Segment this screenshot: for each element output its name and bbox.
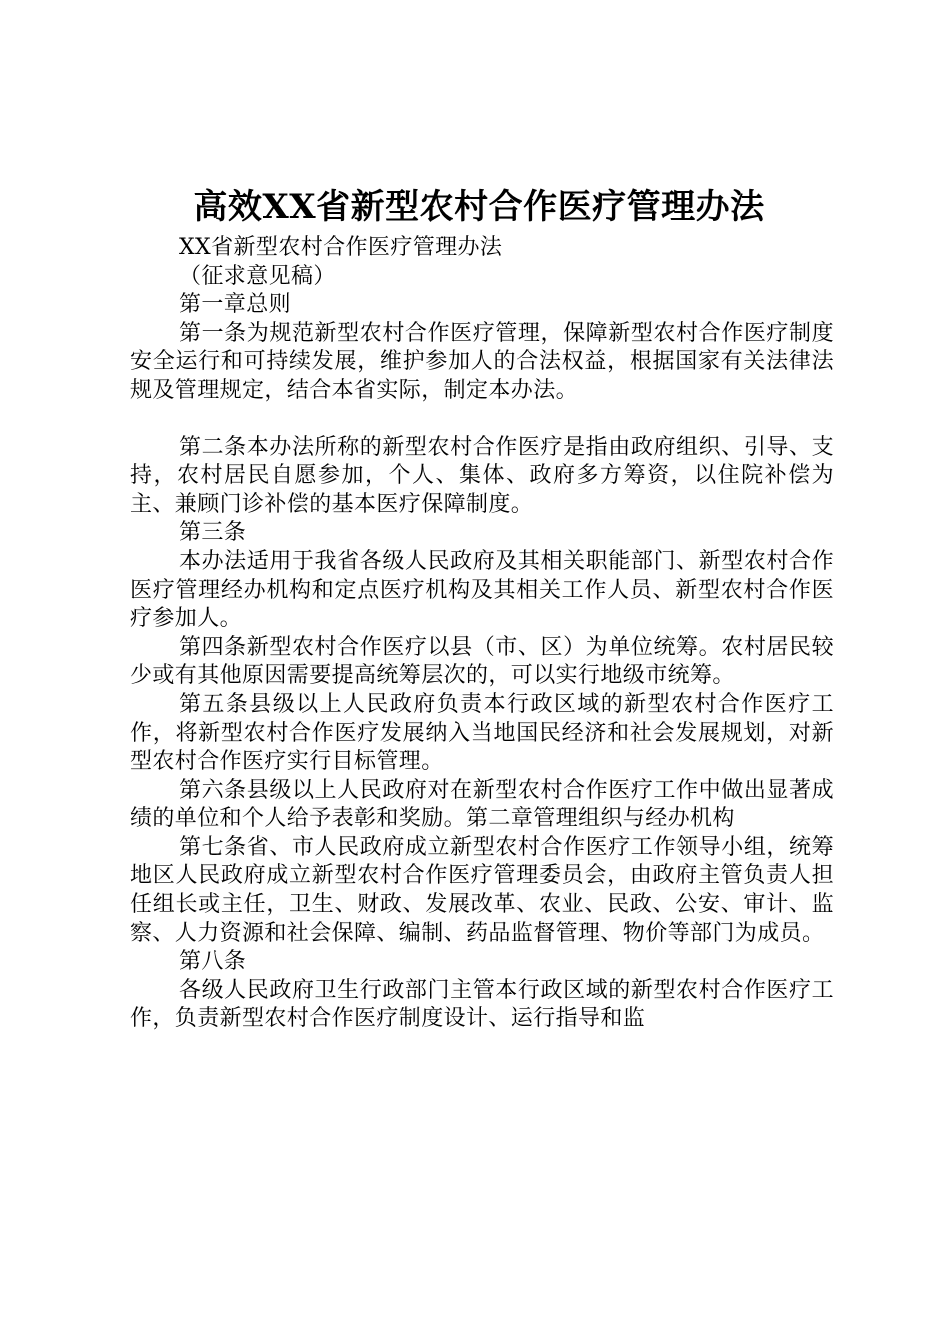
draft-note: （征求意见稿） xyxy=(179,263,336,289)
document-page xyxy=(130,180,834,1034)
chapter-heading: 第一章总则 xyxy=(179,292,292,318)
article-2: 第二条本办法所称的新型农村合作医疗是指由政府组织、引导、支持，农村居民自愿参加，个人、集体、政府多方筹资，以住院补偿为主、兼顾门诊补偿的基本医疗保障制度。 xyxy=(130,434,834,517)
document-subtitle: XX省新型农村合作医疗管理办法 xyxy=(179,235,503,260)
document-title: 高效XX省新型农村合作医疗管理办法 xyxy=(193,187,765,227)
article-3: 本办法适用于我省各级人民政府及其相关职能部门、新型农村合作医疗管理经办机构和定点医疗机构及其相关工作人员、新型农村合作医疗参加人。 xyxy=(130,548,834,632)
article-1: 第一条为规范新型农村合作医疗管理，保障新型农村合作医疗制度安全运行和可持续发展，维护参加人的合法权益，根据国家有关法律法规及管理规定，结合本省实际，制定本办法。 xyxy=(130,320,834,403)
article-5: 第五条县级以上人民政府负责本行政区域的新型农村合作医疗工作，将新型农村合作医疗发展纳入当地国民经济和社会发展规划，对新型农村合作医疗实行目标管理。 xyxy=(130,691,834,775)
article-8: 各级人民政府卫生行政部门主管本行政区域的新型农村合作医疗工作，负责新型农村合作医疗制度设计、运行指导和监 xyxy=(130,977,834,1032)
article-7: 第七条省、市人民政府成立新型农村合作医疗工作领导小组，统筹地区人民政府成立新型农村合作医疗管理委员会，由政府主管负责人担任组长或主任，卫生、财政、发展改革、农业、民政、公安、审计、监察、人力资源和社会保障、编制、药品监督管理、物价等部门为成员。 xyxy=(130,834,834,946)
article-6: 第六条县级以上人民政府对在新型农村合作医疗工作中做出显著成绩的单位和个人给予表彰和奖励。第二章管理组织与经办机构 xyxy=(130,777,834,832)
article-3-heading: 第三条 xyxy=(179,520,247,546)
article-4: 第四条新型农村合作医疗以县（市、区）为单位统筹。农村居民较少或有其他原因需要提高统筹层次的，可以实行地级市统筹。 xyxy=(130,634,834,689)
paragraph-gap xyxy=(130,406,834,434)
article-8-heading: 第八条 xyxy=(179,949,247,975)
